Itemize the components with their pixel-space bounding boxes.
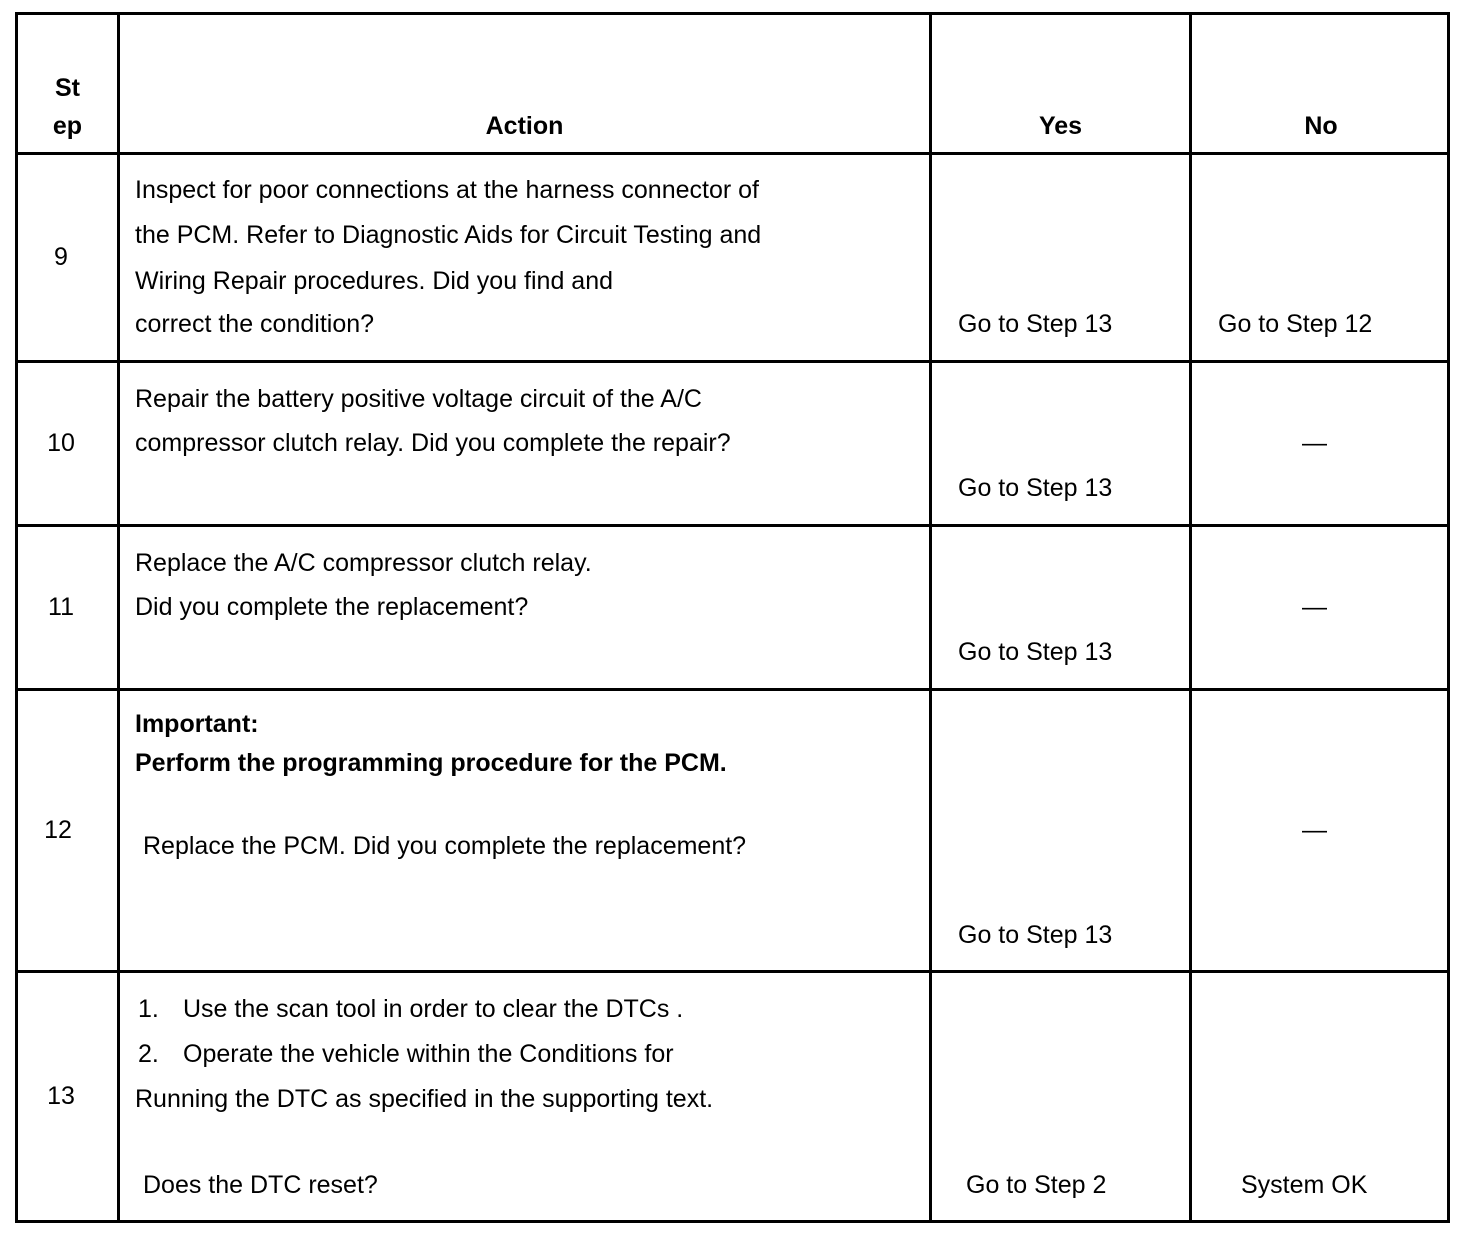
list-item: Operate the vehicle within the Conditions for: [183, 1040, 674, 1068]
yes-result: Go to Step 13: [958, 921, 1113, 949]
header-step-line2: ep: [52, 112, 83, 140]
action-line: the PCM. Refer to Diagnostic Aids for Circuit Testing and: [135, 221, 762, 249]
no-result: —: [1302, 429, 1327, 457]
action-line: Replace the A/C compressor clutch relay.: [135, 549, 592, 577]
row-divider-10: [18, 524, 1447, 527]
list-item: Use the scan tool in order to clear the DTCs .: [183, 995, 684, 1023]
step-number: 9: [54, 243, 68, 271]
yes-result: Go to Step 13: [958, 638, 1113, 666]
important-text: Perform the programming procedure for the PCM.: [135, 749, 727, 777]
row-divider-12: [18, 970, 1447, 973]
yes-result: Go to Step 2: [966, 1171, 1107, 1199]
no-result: —: [1302, 816, 1327, 844]
diagnostic-table: [15, 12, 1450, 1223]
row-divider-header: [18, 152, 1447, 155]
step-number: 13: [47, 1082, 75, 1110]
action-line: compressor clutch relay. Did you complete the repair?: [135, 429, 731, 457]
col-divider-step: [117, 15, 120, 1220]
action-line: Inspect for poor connections at the harness connector of: [135, 176, 759, 204]
action-line: correct the condition?: [135, 310, 375, 338]
list-number: 2.: [138, 1040, 159, 1068]
action-line: Did you complete the replacement?: [135, 593, 529, 621]
no-result: Go to Step 12: [1218, 310, 1373, 338]
action-line: Repair the battery positive voltage circuit of the A/C: [135, 385, 702, 413]
row-divider-9: [18, 360, 1447, 363]
row-divider-11: [18, 688, 1447, 691]
action-line: Replace the PCM. Did you complete the replacement?: [143, 832, 747, 860]
no-result: System OK: [1241, 1171, 1368, 1199]
col-divider-action: [929, 15, 932, 1220]
step-number: 12: [44, 816, 72, 844]
header-no: No: [1304, 112, 1338, 140]
step-number: 10: [47, 429, 75, 457]
important-label: Important:: [135, 710, 259, 738]
list-number: 1.: [138, 995, 159, 1023]
action-line: Wiring Repair procedures. Did you find and: [135, 267, 614, 295]
question: Does the DTC reset?: [143, 1171, 378, 1199]
no-result: —: [1302, 593, 1327, 621]
header-yes: Yes: [1038, 112, 1083, 140]
action-line: Running the DTC as specified in the supporting text.: [135, 1085, 714, 1113]
step-number: 11: [48, 593, 74, 621]
header-action: Action: [485, 112, 564, 140]
header-step-line1: St: [55, 74, 80, 102]
yes-result: Go to Step 13: [958, 310, 1113, 338]
header-step: [18, 73, 117, 141]
yes-result: Go to Step 13: [958, 474, 1113, 502]
